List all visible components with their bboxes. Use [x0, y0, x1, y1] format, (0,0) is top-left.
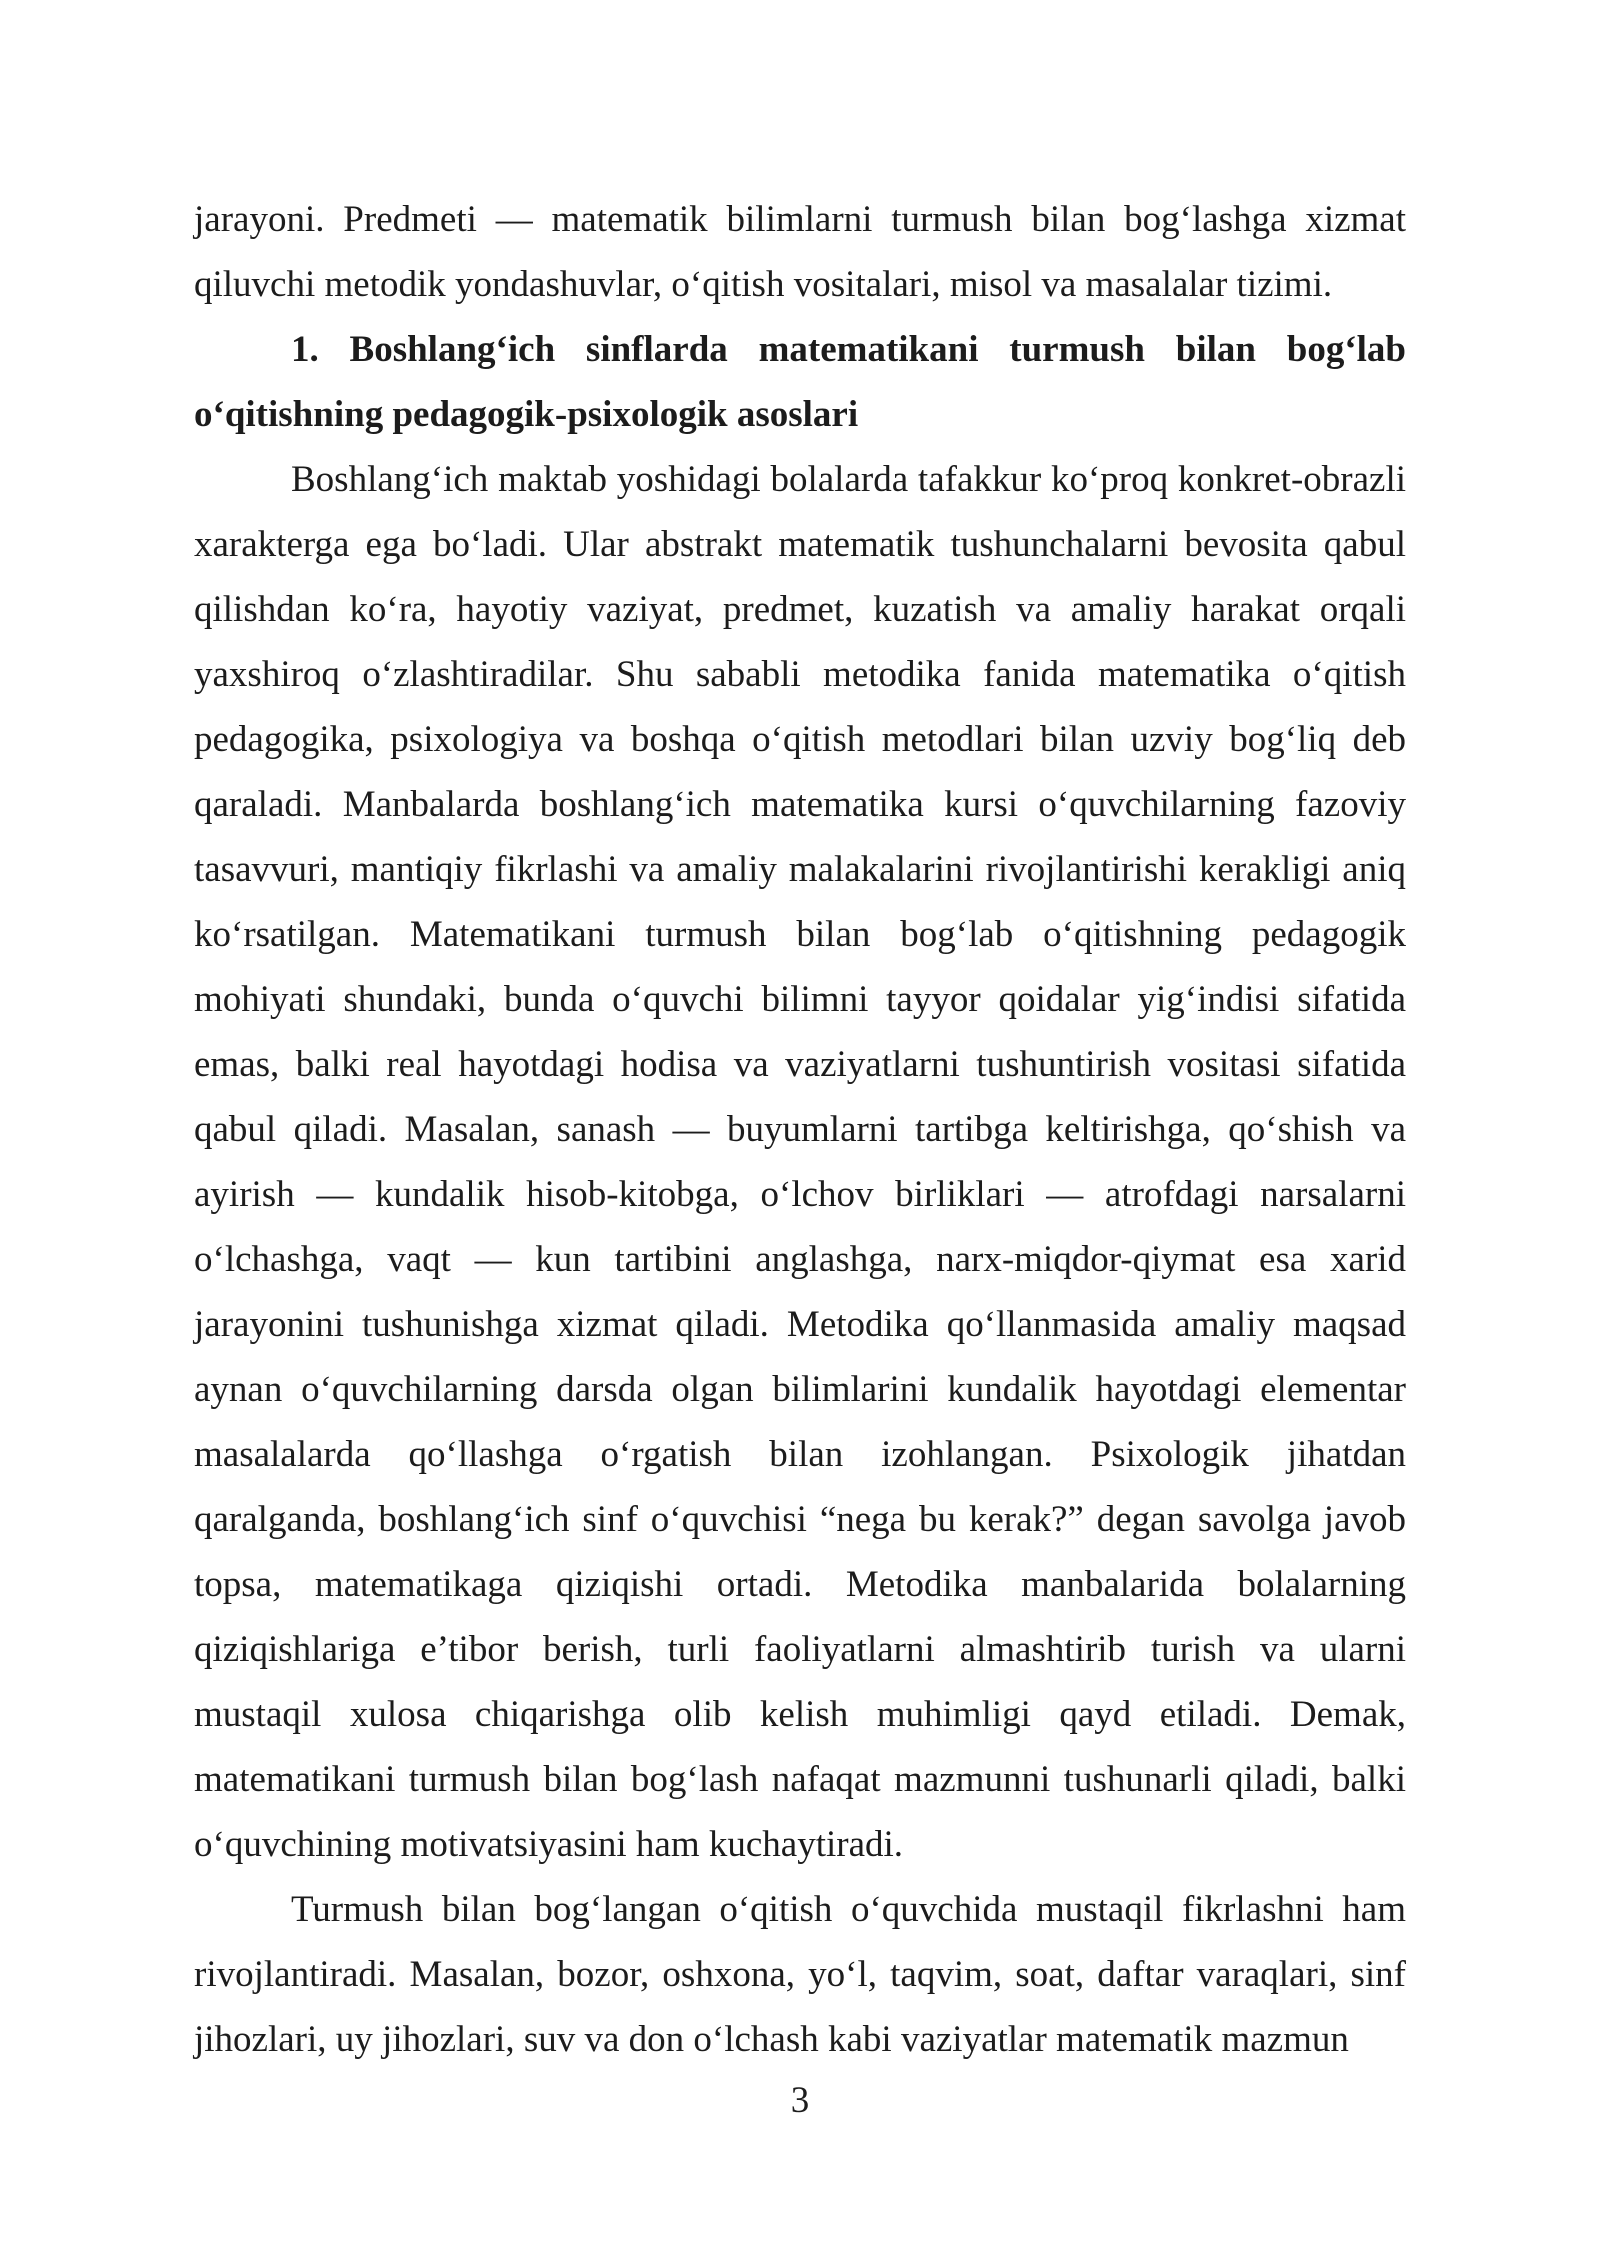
paragraph-1: Boshlang‘ich maktab yoshidagi bolalarda tafakkur ko‘proq konkret-obrazli xarakterga ega bo‘ladi. Ular abstrakt matematik tushunchalarni bevosita qabul qilishdan ko‘ra, hayotiy vaziyat, predmet, kuzatish va amaliy harakat orqali yaxshiroq o‘zlashtiradilar. Shu sababli metodika fanida matematika o‘qitish pedagogika, psixologiya va boshqa o‘qitish metodlari bilan uzviy bog‘liq deb qaraladi. Manbalarda boshlang‘ich matematika kursi o‘quvchilarning fazoviy tasavvuri, mantiqiy fikrlashi va amaliy malakalarini rivojlantirishi kerakligi aniq ko‘rsatilgan. Matematikani turmush bilan bog‘lab o‘qitishning pedagogik mohiyati shundaki, bunda o‘quvchi bilimni tayyor qoidalar yig‘indisi sifatida emas, balki real hayotdagi hodisa va vaziyatlarni tushuntirish vositasi sifatida qabul qiladi. Masalan, sanash — buyumlarni tartibga keltirishga, qo‘shish va ayirish — kundalik hisob-kitobga, o‘lchov birliklari — atrofdagi narsalarni o‘lchashga, vaqt — kun tartibini anglashga, narx-miqdor-qiymat esa xarid jarayonini tushunishga xizmat qiladi. Metodika qo‘llanmasida amaliy maqsad aynan o‘quvchilarning darsda olgan bilimlarini kundalik hayotdagi elementar masalalarda qo‘llashga o‘rgatish bilan izohlangan. Psixologik jihatdan qaralganda, boshlang‘ich sinf o‘quvchisi “nega bu kerak?” degan savolga javob topsa, matematikaga qiziqishi ortadi. Metodika manbalarida bolalarning qiziqishlariga e’tibor berish, turli faoliyatlarni almashtirib turish va ularni mustaqil xulosa chiqarishga olib kelish muhimligi qayd etiladi. Demak, matematikani turmush bilan bog‘lash nafaqat mazmunni tushunarli qiladi, balki o‘quvchining motivatsiyasini ham kuchaytiradi.	[194, 459, 1406, 1865]
page-number: 3	[790, 2080, 810, 2121]
paragraph-continuation: jarayoni. Predmeti — matematik bilimlarni turmush bilan bog‘lashga xizmat qiluvchi metodik yondashuvlar, o‘qitish vositalari, misol va masalalar tizimi.	[194, 199, 1406, 305]
paragraph-2: Turmush bilan bog‘langan o‘qitish o‘quvchida mustaqil fikrlashni ham rivojlantiradi. Masalan, bozor, oshxona, yo‘l, taqvim, soat, daftar varaqlari, sinf jihozlari, uy jihozlari, suv va don o‘lchash kabi vaziyatlar matematik mazmun	[194, 1889, 1406, 2060]
section-heading: 1. Boshlang‘ich sinflarda matematikani turmush bilan bog‘lab o‘qitishning pedagogik-psixologik asoslari	[194, 329, 1406, 435]
document-body	[194, 187, 1406, 2072]
